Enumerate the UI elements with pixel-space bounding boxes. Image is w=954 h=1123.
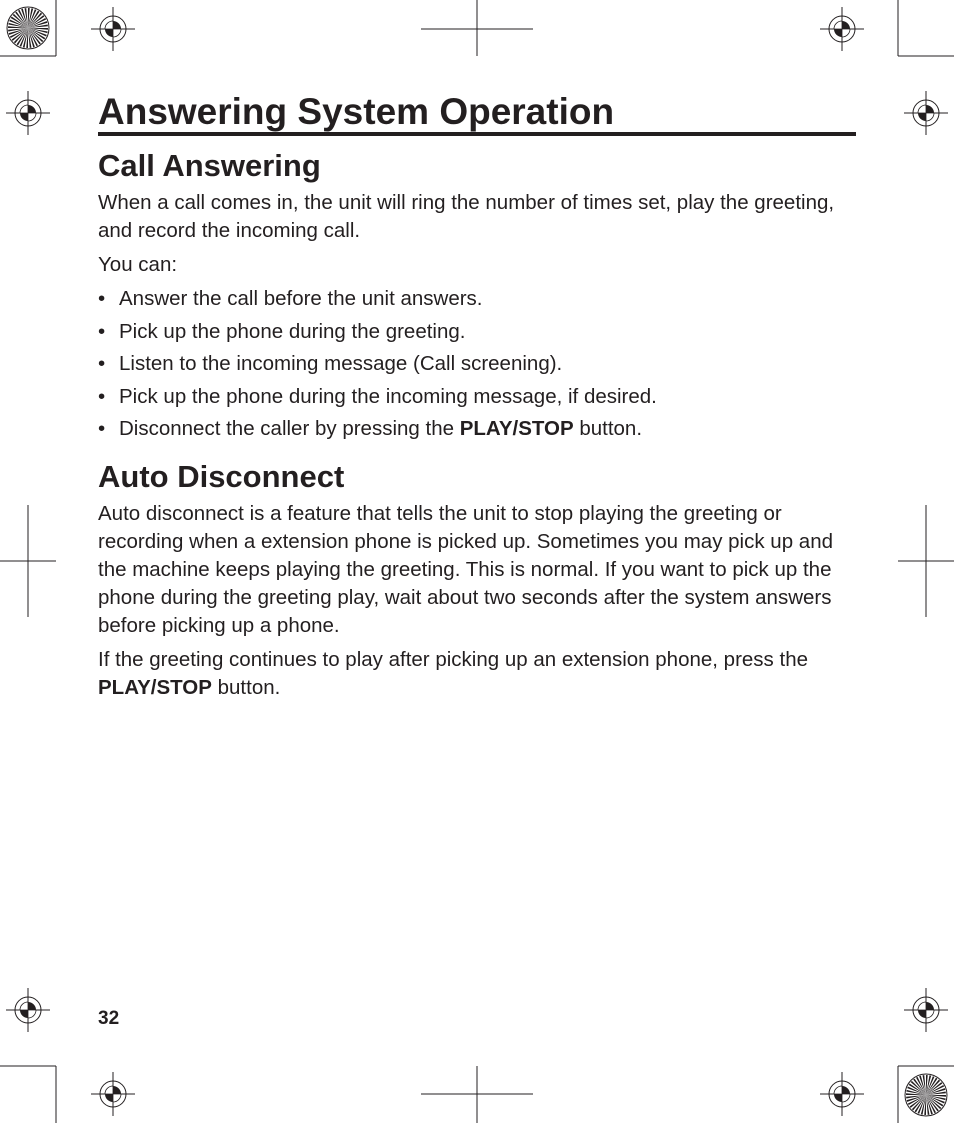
starburst-target-icon [7, 7, 49, 49]
list-item: • Disconnect the caller by pressing the PLAY/STOP button. [98, 415, 856, 443]
play-stop-button-label: PLAY/STOP [98, 676, 212, 699]
bullet-icon: • [98, 384, 106, 408]
auto-disconnect-note: If the greeting continues to play after picking up an extension phone, press the PLAY/STOP button. [98, 648, 808, 699]
crop-mark-icon [0, 505, 56, 617]
crop-mark-icon [421, 1066, 533, 1123]
call-answering-options [98, 285, 856, 443]
list-item: • Pick up the phone during the incoming message, if desired. [98, 383, 856, 411]
starburst-target-icon [905, 1074, 947, 1116]
crop-mark-icon [421, 0, 533, 56]
play-stop-button-label: PLAY/STOP [459, 417, 574, 440]
registration-mark-icon [6, 988, 50, 1032]
bullet-icon: • [98, 417, 106, 440]
registration-mark-icon [91, 1072, 135, 1116]
call-answering-intro: When a call comes in, the unit will ring the number of times set, play the greeting, and record the incoming call. [98, 191, 835, 242]
list-item: • Listen to the incoming message (Call screening). [98, 350, 856, 378]
you-can-label: You can: [98, 253, 178, 276]
bullet-icon: • [98, 287, 106, 310]
bullet-icon: • [98, 319, 106, 343]
list-item: • Pick up the phone during the greeting. [98, 318, 856, 346]
registration-mark-icon [820, 1072, 864, 1116]
page-number: 32 [98, 1008, 120, 1029]
page-content [98, 92, 856, 702]
crop-mark-icon [0, 1066, 56, 1123]
crop-mark-icon [898, 0, 954, 56]
registration-mark-icon [820, 7, 864, 51]
registration-mark-icon [904, 91, 948, 135]
auto-disconnect-paragraph: Auto disconnect is a feature that tells the unit to stop playing the greeting or recording when a extension phone is picked up. Sometimes you may pick up and the machine keeps playing the greeting. This is normal. If you want to pick up the phone during the greeting play, wait about two seconds after the system answers before picking up a phone. [98, 502, 834, 637]
crop-mark-icon [898, 505, 954, 617]
registration-mark-icon [6, 91, 50, 135]
page-title: Answering System Operation [98, 92, 856, 136]
bullet-icon: • [98, 352, 106, 375]
registration-mark-icon [904, 988, 948, 1032]
list-item: • Answer the call before the unit answers. [98, 285, 856, 313]
section-heading-auto-disconnect: Auto Disconnect [98, 459, 345, 494]
registration-mark-icon [91, 7, 135, 51]
section-heading-call-answering: Call Answering [98, 148, 321, 183]
